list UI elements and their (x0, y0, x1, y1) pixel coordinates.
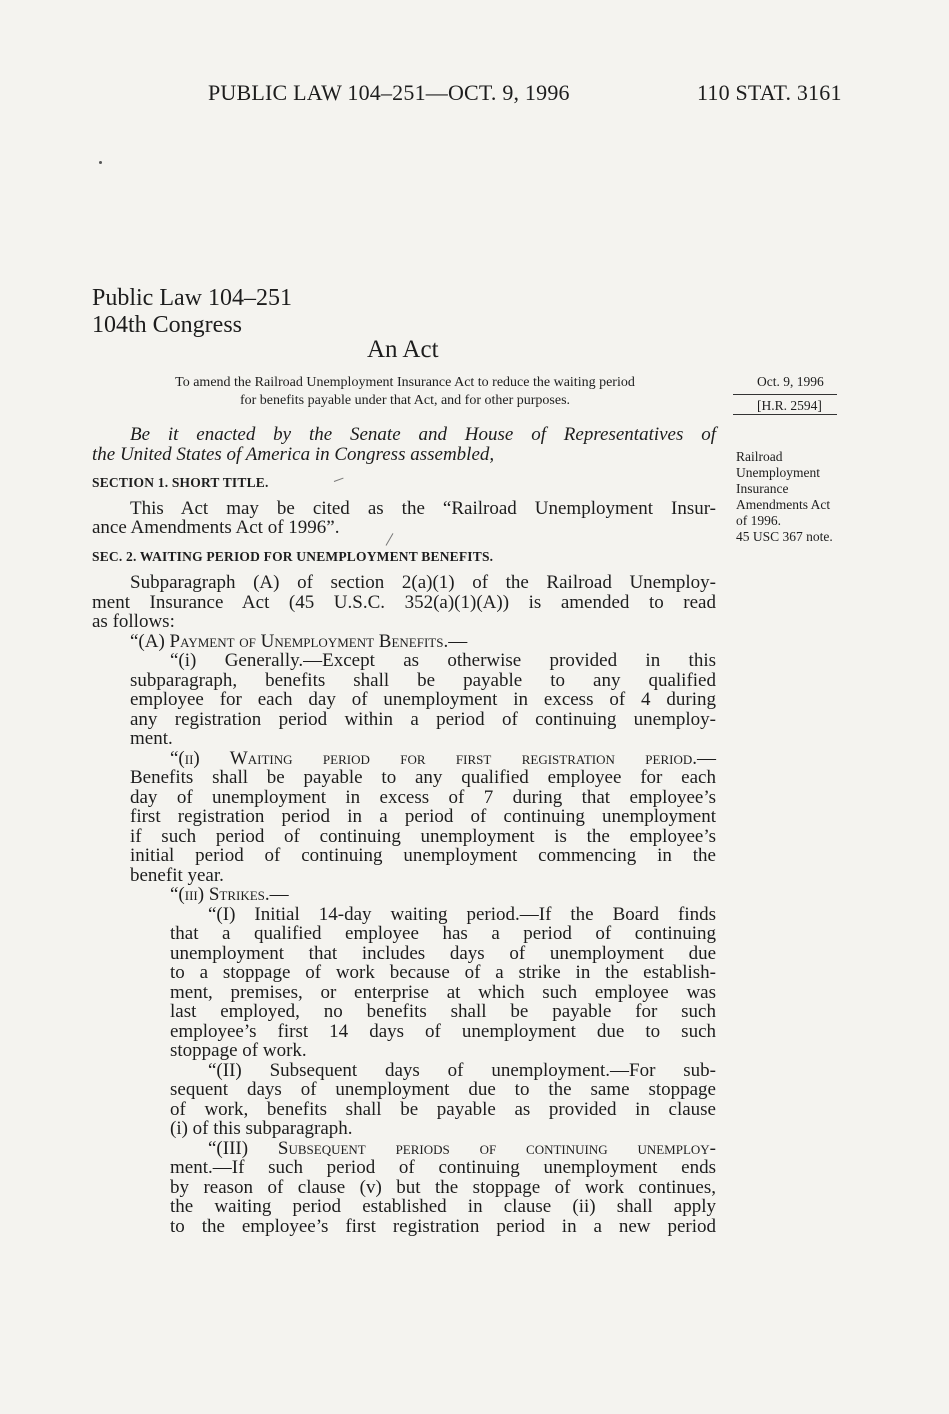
section-1-text: ance Amendments Act of 1996”. (92, 517, 340, 538)
clause-ii-text: initial period of continuing unemployment commencing in the (130, 845, 716, 866)
margin-note-side: Amendments Act (736, 497, 831, 512)
clause-ii-text: first registration period in a period of continuing unemployment (130, 806, 716, 827)
running-head-title: PUBLIC LAW 104–251—OCT. 9, 1996 (208, 80, 570, 105)
section-2-intro: ment Insurance Act (45 U.S.C. 352(a)(1)(A)) is amended to read (92, 592, 716, 613)
subclause-II-text: sequent days of unemployment due to the same stoppage (170, 1079, 716, 1100)
subclause-I-text: unemployment that includes days of unemployment due (170, 943, 716, 964)
section-2-intro: Subparagraph (A) of section 2(a)(1) of the Railroad Unemploy- (130, 572, 716, 593)
subclause-I-text: last employed, no benefits shall be payable for such (170, 1001, 716, 1022)
margin-note-side: Insurance (736, 481, 789, 496)
enacting-clause-line: the United States of America in Congress assembled, (92, 444, 495, 465)
clause-ii-text: if such period of continuing unemployment is the employee’s (130, 826, 716, 847)
margin-note-side: Unemployment (736, 465, 820, 480)
purpose-line: To amend the Railroad Unemployment Insurance Act to reduce the waiting period (175, 375, 635, 390)
subclause-I-text: ment, premises, or enterprise at which such employee was (170, 982, 716, 1003)
purpose-line: for benefits payable under that Act, and for other purposes. (239, 393, 571, 408)
clause-i-text: employee for each day of unemployment in excess of 4 during (130, 689, 716, 710)
pen-mark (334, 478, 344, 482)
margin-note-side: 45 USC 367 note. (736, 529, 833, 544)
subclause-I-text: employee’s first 14 days of unemployment due to such (170, 1021, 716, 1042)
running-head-page-number: 110 STAT. 3161 (697, 80, 842, 105)
subclause-I-text: that a qualified employee has a period of continuing (170, 923, 716, 944)
act-heading: An Act (367, 336, 439, 363)
clause-i-text: any registration period within a period of continuing unemploy- (130, 709, 716, 730)
subclause-II-text: of work, benefits shall be payable as provided in clause (170, 1099, 716, 1120)
section-2-heading: SEC. 2. WAITING PERIOD FOR UNEMPLOYMENT BENEFITS. (92, 549, 494, 564)
subclause-I-text: “(I) Initial 14-day waiting period.—If the Board finds (208, 904, 716, 925)
subclause-III-text: by reason of clause (v) but the stoppage of work continues, (170, 1177, 716, 1198)
margin-note-date: Oct. 9, 1996 (757, 374, 824, 389)
subclause-III-text: to the employee’s first registration period in a new period (170, 1216, 716, 1237)
section-1-heading: SECTION 1. SHORT TITLE. (92, 475, 269, 490)
subclause-II-text: (i) of this subparagraph. (170, 1118, 353, 1139)
clause-ii-heading: “(ii) Waiting period for first registration period.— (170, 748, 716, 769)
section-1-text: This Act may be cited as the “Railroad Unemployment Insur- (130, 498, 716, 519)
law-number: Public Law 104–251 (92, 285, 292, 311)
subclause-III-text: ment.—If such period of continuing unemployment ends (170, 1157, 716, 1178)
clause-ii-text: Benefits shall be payable to any qualified employee for each (130, 767, 716, 788)
clause-ii-text: day of unemployment in excess of 7 during that employee’s (130, 787, 716, 808)
clause-iii-heading: “(iii) Strikes.— (170, 884, 289, 905)
subclause-III-text: “(III) Subsequent periods of continuing unemploy- (208, 1138, 716, 1159)
subclause-II-text: “(II) Subsequent days of unemployment.—For sub- (208, 1060, 716, 1081)
section-2-intro: as follows: (92, 611, 175, 632)
margin-rule (733, 414, 837, 415)
subparagraph-a-heading: “(A) Payment of Unemployment Benefits.— (130, 631, 468, 652)
subclause-III-text: the waiting period established in clause (ii) shall apply (170, 1196, 716, 1217)
clause-i-text: ment. (130, 728, 173, 749)
margin-rule (733, 394, 837, 395)
pen-mark (386, 533, 394, 546)
scan-speck (99, 161, 102, 164)
enacting-clause-line: Be it enacted by the Senate and House of Representatives of (130, 424, 716, 445)
subclause-I-text: stoppage of work. (170, 1040, 307, 1061)
clause-ii-text: benefit year. (130, 865, 224, 886)
clause-i-text: subparagraph, benefits shall be payable to any qualified (130, 670, 716, 691)
margin-note-bill: [H.R. 2594] (757, 398, 822, 413)
margin-note-side: of 1996. (736, 513, 781, 528)
clause-i-text: “(i) Generally.—Except as otherwise provided in this (170, 650, 716, 671)
congress-number: 104th Congress (92, 312, 242, 338)
subclause-I-text: to a stoppage of work because of a strike in the establish- (170, 962, 716, 983)
margin-note-side: Railroad (736, 449, 783, 464)
